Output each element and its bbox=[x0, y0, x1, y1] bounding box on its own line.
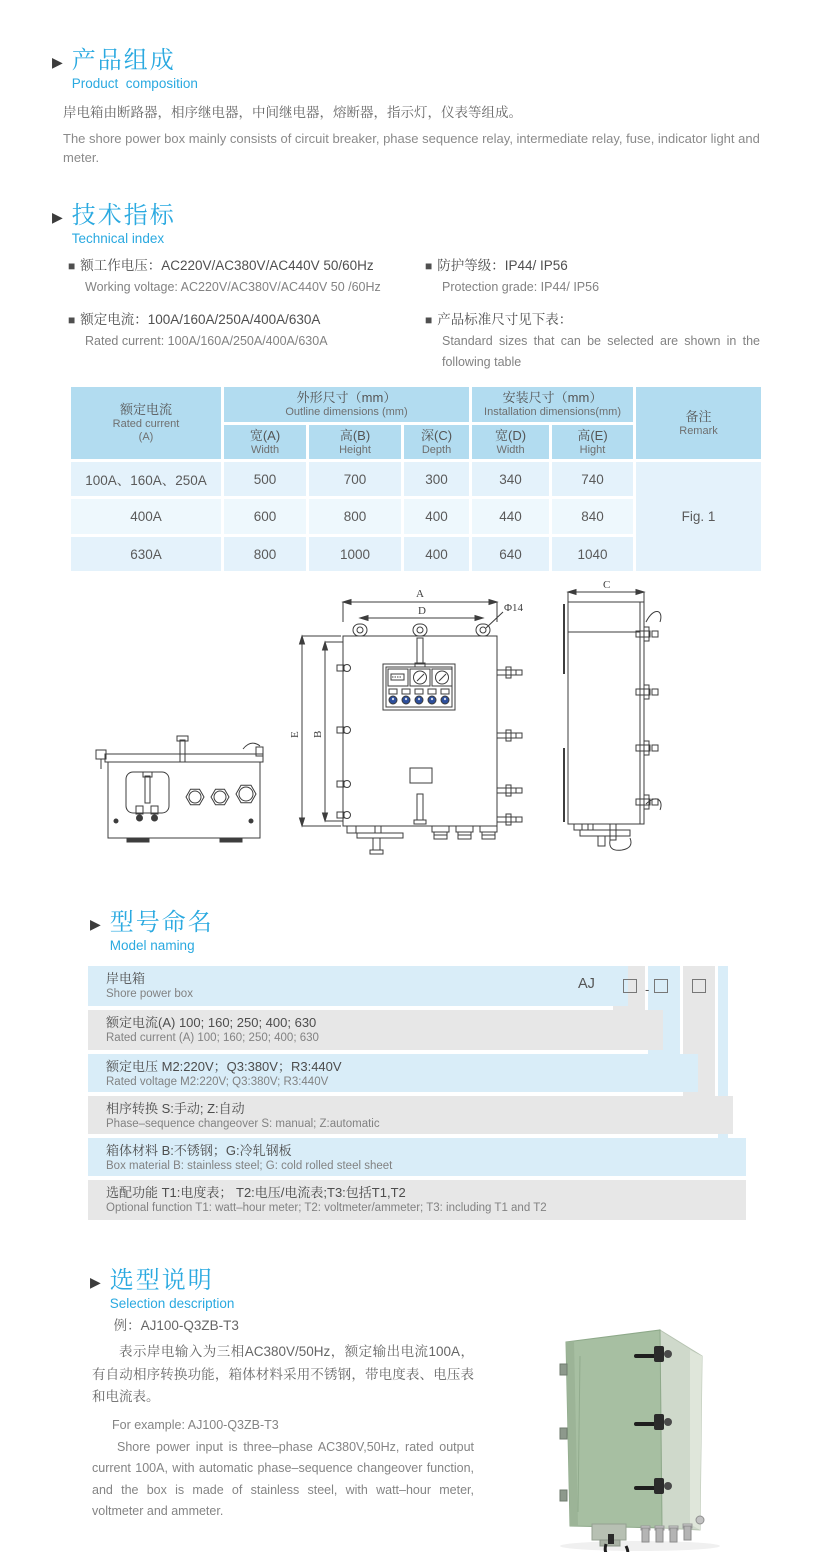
dim-label-b: B bbox=[312, 730, 324, 738]
square-bullet-icon: ■ bbox=[425, 313, 433, 327]
spec-en: Working voltage: AC220V/AC380V/AC440V 50 /60Hz bbox=[85, 280, 381, 294]
selection-body-en: Shore power input is three–phase AC380V,50Hz, rated output current 100A, with automatic phase–sequence changeover function, and the box is made of stainless steel, with watt–hour meter, voltmeter and ammeter. bbox=[92, 1439, 474, 1518]
dim-label-c: C bbox=[603, 579, 611, 591]
meter-panel bbox=[383, 664, 455, 710]
section-arrow-icon: ▶ bbox=[90, 916, 101, 932]
section-title-en: Technical index bbox=[71, 231, 165, 246]
section-arrow-icon: ▶ bbox=[52, 209, 63, 225]
code-box-3 bbox=[692, 979, 706, 993]
side-bottom-bracket bbox=[574, 824, 631, 850]
col-header-height-b: 高(B) Height bbox=[308, 424, 403, 461]
drawing-top-view bbox=[96, 736, 263, 842]
selection-body-zh: 表示岸电输入为三相AC380V/50Hz，额定输出电流100A，有自动相序转换功能，箱体材料采用不锈钢，带电度表、电压表和电流表。 bbox=[92, 1344, 474, 1404]
section-title-en: Product composition bbox=[71, 76, 198, 91]
col-header-remark: 备注 Remark bbox=[635, 386, 763, 461]
square-bullet-icon: ■ bbox=[68, 259, 76, 273]
dim-label-d: D bbox=[418, 605, 426, 617]
size-table bbox=[68, 384, 764, 574]
shadow bbox=[560, 1541, 720, 1551]
square-bullet-icon: ■ bbox=[68, 313, 76, 327]
col-header-installation: 安装尺寸（mm） Installation dimensions(mm) bbox=[471, 386, 635, 424]
col-header-hight-e: 高(E) Hight bbox=[551, 424, 635, 461]
model-row-box-material: 箱体材料 B:不锈钢；G:冷轧钢板 Box material B: stainless steel; G: cold rolled steel sheet bbox=[88, 1138, 746, 1176]
spec-item bbox=[68, 309, 413, 352]
side-latches bbox=[636, 627, 658, 809]
hole-diameter-label: Φ14 bbox=[504, 602, 524, 614]
dim-label-e: E bbox=[289, 731, 301, 738]
model-row-rated-voltage: 额定电压 M2:220V；Q3:380V；R3:440V Rated voltage M2:220V; Q3:380V; R3:440V bbox=[88, 1054, 698, 1092]
section-arrow-icon: ▶ bbox=[90, 1274, 101, 1290]
code-dash: - bbox=[645, 982, 650, 997]
section-arrow-icon: ▶ bbox=[52, 54, 63, 70]
composition-body-zh: 岸电箱由断路器，相序继电器，中间继电器，熔断器，指示灯，仪表等组成。 bbox=[63, 105, 522, 120]
code-box-2 bbox=[654, 979, 668, 993]
technical-drawing bbox=[70, 578, 770, 893]
section-technical-index bbox=[52, 203, 176, 249]
model-row-rated-current: 额定电流(A) 100; 160; 250; 400; 630 Rated current (A) 100; 160; 250; 400; 630 bbox=[88, 1010, 663, 1050]
table-row: 630A 800 1000 400 640 1040 bbox=[70, 536, 763, 573]
door-hinges bbox=[337, 665, 351, 819]
section-title-en: Model naming bbox=[109, 938, 195, 953]
indicator-lamps bbox=[389, 689, 449, 704]
model-row-optional-function: 选配功能 T1:电度表； T2:电压/电流表;T3:包括T1,T2 Optional function T1: watt–hour meter; T2: voltmeter/ammeter; T3: including T1 and T2 bbox=[88, 1180, 746, 1220]
bottom-hook bbox=[646, 799, 661, 810]
col-header-depth-c: 深(C) Depth bbox=[403, 424, 471, 461]
spec-item bbox=[425, 309, 760, 373]
example-en: For example: AJ100-Q3ZB-T3 bbox=[112, 1417, 279, 1432]
section-title-zh: 型号命名 bbox=[109, 909, 214, 936]
section-selection-description bbox=[90, 1268, 234, 1314]
cable-glands bbox=[432, 826, 497, 839]
spec-zh: 防护等级：IP44/ IP56 bbox=[437, 258, 568, 273]
door-hinges bbox=[560, 1364, 567, 1501]
spec-item bbox=[68, 255, 413, 298]
product-photo bbox=[550, 1312, 720, 1552]
selection-text bbox=[92, 1312, 474, 1523]
col-header-outline: 外形尺寸（mm） Outline dimensions (mm) bbox=[223, 386, 471, 424]
spec-item bbox=[425, 255, 760, 298]
dim-label-a: A bbox=[416, 588, 424, 600]
col-header-rated-current: 额定电流 Rated current (A) bbox=[70, 386, 223, 461]
spec-en: Protection grade: IP44/ IP56 bbox=[442, 280, 600, 294]
bottom-bracket bbox=[347, 826, 403, 854]
door-latches bbox=[497, 667, 522, 825]
spec-zh: 产品标准尺寸见下表： bbox=[437, 312, 573, 327]
model-row-product: 岸电箱 Shore power box bbox=[88, 966, 628, 1006]
section-product-composition bbox=[52, 48, 198, 94]
spec-en: Rated current: 100A/160A/250A/400A/630A bbox=[85, 334, 328, 348]
spec-zh: 额定电流：100A/160A/250A/400A/630A bbox=[80, 312, 321, 327]
remark-cell: Fig. 1 bbox=[635, 461, 763, 573]
section-title-zh: 技术指标 bbox=[71, 202, 176, 229]
spec-en: Standard sizes that can be selected are shown in the following table bbox=[442, 334, 760, 369]
spec-column-right bbox=[425, 255, 760, 384]
code-box-1 bbox=[623, 979, 637, 993]
table-row: 400A 600 800 400 440 840 bbox=[70, 498, 763, 536]
drawing-side-view bbox=[564, 579, 661, 850]
table-row: 100A、160A、250A 500 700 300 340 740 Fig. 1 bbox=[70, 461, 763, 498]
top-hook bbox=[646, 611, 661, 622]
section-model-naming bbox=[90, 910, 214, 956]
spec-zh: 额工作电压：AC220V/AC380V/AC440V 50/60Hz bbox=[80, 258, 374, 273]
model-row-phase-changeover: 相序转换 S:手动; Z:自动 Phase–sequence changeover S: manual; Z:automatic bbox=[88, 1096, 733, 1134]
model-code-prefix: AJ bbox=[578, 976, 595, 992]
model-naming-ladder bbox=[88, 966, 728, 1220]
spec-column-left bbox=[68, 255, 413, 363]
col-header-width-d: 宽(D) Width bbox=[471, 424, 551, 461]
drawing-front-view bbox=[289, 588, 524, 854]
col-header-width-a: 宽(A) Width bbox=[223, 424, 308, 461]
section-title-en: Selection description bbox=[109, 1296, 235, 1311]
square-bullet-icon: ■ bbox=[425, 259, 433, 273]
composition-body-en: The shore power box mainly consists of circuit breaker, phase sequence relay, intermediate relay, fuse, indicator light and meter. bbox=[63, 131, 760, 165]
section-title-zh: 产品组成 bbox=[71, 47, 176, 74]
example-zh: 例：AJ100-Q3ZB-T3 bbox=[113, 1318, 239, 1333]
nameplate bbox=[410, 768, 432, 783]
section-title-zh: 选型说明 bbox=[109, 1267, 214, 1294]
